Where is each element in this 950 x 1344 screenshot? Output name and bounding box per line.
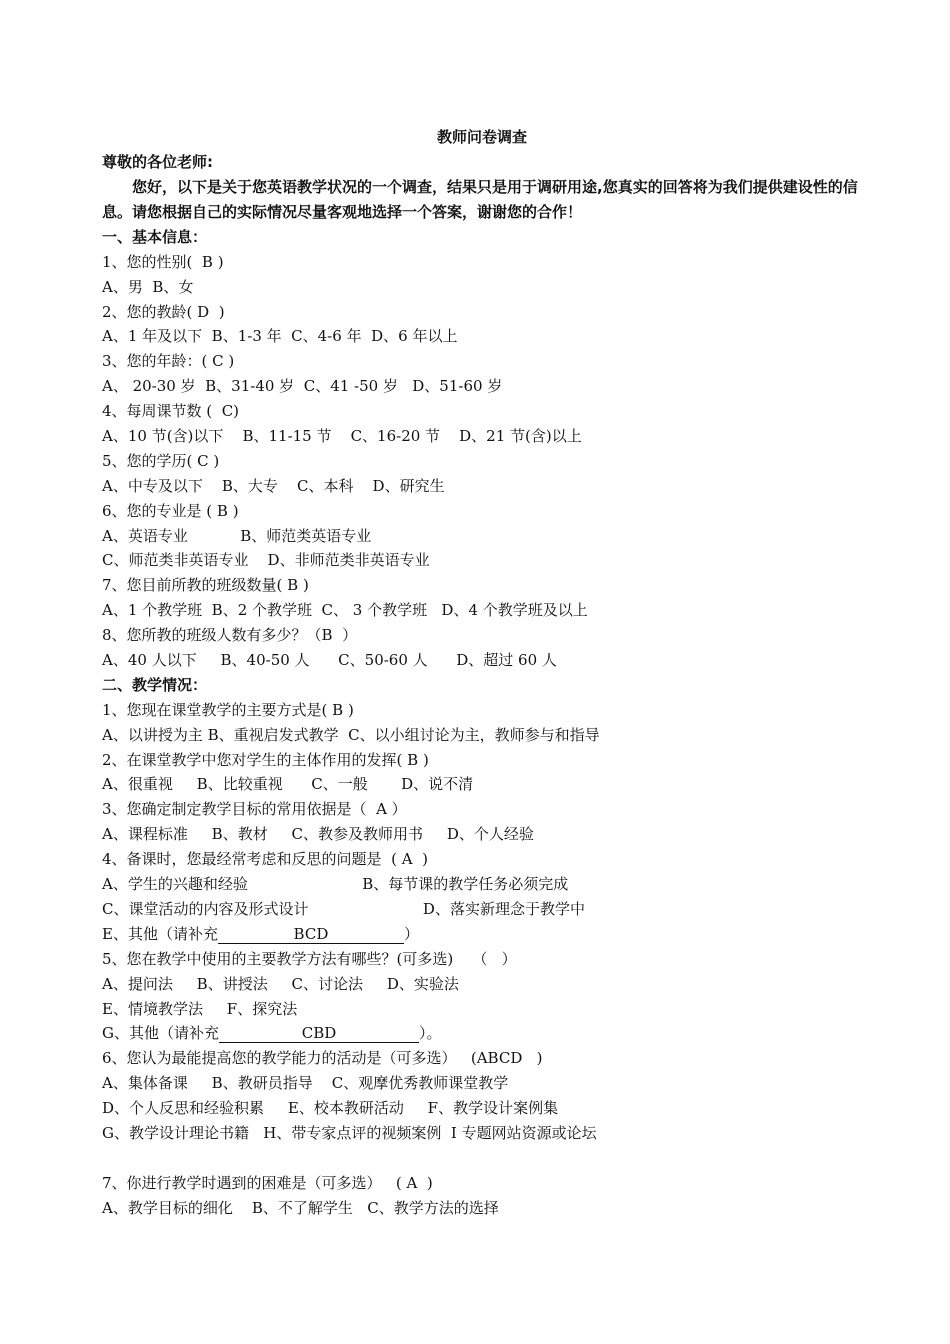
- option-line: G、教学设计理论书籍 H、带专家点评的视频案例 I 专题网站资源或论坛: [102, 1123, 597, 1142]
- fill-suffix: ）: [403, 924, 419, 943]
- question-line: 2、您的教龄( D ): [102, 302, 225, 321]
- section-basic-info-heading: 一、基本信息：: [102, 227, 208, 246]
- option-line: A、男 B、女: [102, 277, 194, 296]
- option-line: A、 20-30 岁 B、31-40 岁 C、41 -50 岁 D、51-60 岁: [102, 377, 503, 396]
- greeting: 尊敬的各位老师:: [102, 153, 213, 171]
- question-line: 5、您的学历( C ): [102, 451, 220, 470]
- fill-prefix: E、其他（请补充: [102, 924, 218, 943]
- section-teaching: [102, 698, 862, 1221]
- option-line: A、10 节(含)以下 B、11-15 节 C、16-20 节 D、21 节(含)以上: [102, 427, 582, 446]
- question-line: 1、您现在课堂教学的主要方式是( B ): [102, 700, 354, 719]
- intro-paragraph: 您好，以下是关于您英语教学状况的一个调查，结果只是用于调研用途,您真实的回答将为我们提供建设性的信息。请您根据自己的实际情况尽量客观地选择一个答案，谢谢您的合作！: [102, 177, 858, 221]
- option-line: A、课程标准 B、教材 C、教参及教师用书 D、个人经验: [102, 825, 534, 844]
- question-line: 4、每周课节数 ( C): [102, 402, 240, 421]
- fill-blank-answer: CBD: [219, 1024, 419, 1043]
- other-fill-line: [102, 1021, 862, 1046]
- fill-prefix: G、其他（请补充: [102, 1024, 219, 1043]
- question-line: 7、您目前所教的班级数量( B ): [102, 576, 309, 595]
- option-line: A、集体备课 B、教研员指导 C、观摩优秀教师课堂教学: [102, 1074, 509, 1093]
- question-line: 3、您确定制定教学目标的常用依据是（ A ）: [102, 800, 407, 819]
- question-line: 3、您的年龄：( C ): [102, 352, 235, 371]
- page-title: 教师问卷调查: [436, 128, 527, 146]
- option-line: A、很重视 B、比较重视 C、一般 D、说不清: [102, 775, 474, 794]
- option-line: A、教学目标的细化 B、不了解学生 C、教学方法的选择: [102, 1198, 499, 1217]
- option-line: D、个人反思和经验积累 E、校本教研活动 F、教学设计案例集: [102, 1099, 559, 1118]
- fill-suffix: ）。: [418, 1024, 442, 1043]
- section-teaching-heading: 二、教学情况：: [102, 675, 208, 694]
- question-line: 8、您所教的班级人数有多少？（B ）: [102, 626, 358, 645]
- question-line: 2、在课堂教学中您对学生的主体作用的发挥( B ): [102, 750, 429, 769]
- option-line: A、40 人以下 B、40-50 人 C、50-60 人 D、超过 60 人: [102, 651, 557, 670]
- option-line: A、1 个教学班 B、2 个教学班 C、 3 个教学班 D、4 个教学班及以上: [102, 601, 588, 620]
- option-line: C、课堂活动的内容及形式设计 D、落实新理念于教学中: [102, 899, 585, 918]
- option-line: A、英语专业 B、师范类英语专业: [102, 526, 372, 545]
- option-line: C、师范类非英语专业 D、非师范类非英语专业: [102, 551, 430, 570]
- option-line: A、1 年及以下 B、1-3 年 C、4-6 年 D、6 年以上: [102, 327, 458, 346]
- option-line: E、情境教学法 F、探究法: [102, 999, 298, 1018]
- document-page: [102, 124, 862, 1221]
- blank-line: [102, 1146, 862, 1171]
- option-line: A、提问法 B、讲授法 C、讨论法 D、实验法: [102, 974, 459, 993]
- other-fill-line: [102, 922, 862, 947]
- question-line: 7、你进行教学时遇到的困难是（可多选） ( A ): [102, 1173, 433, 1192]
- question-line: 1、您的性别( B ): [102, 252, 224, 271]
- question-line: 6、您认为最能提高您的教学能力的活动是（可多选） (ABCD ): [102, 1049, 543, 1068]
- option-line: A、学生的兴趣和经验 B、每节课的教学任务必须完成: [102, 875, 569, 894]
- option-line: A、以讲授为主 B、重视启发式教学 C、以小组讨论为主，教师参与和指导: [102, 725, 600, 744]
- option-line: A、中专及以下 B、大专 C、本科 D、研究生: [102, 476, 445, 495]
- question-line: 6、您的专业是 ( B ): [102, 501, 239, 520]
- fill-blank-answer: BCD: [218, 925, 404, 944]
- question-line: 5、您在教学中使用的主要教学方法有哪些？(可多选) （ ）: [102, 949, 517, 968]
- question-line: 4、备课时，您最经常考虑和反思的问题是 ( A ): [102, 850, 428, 869]
- section-basic-info: [102, 250, 862, 673]
